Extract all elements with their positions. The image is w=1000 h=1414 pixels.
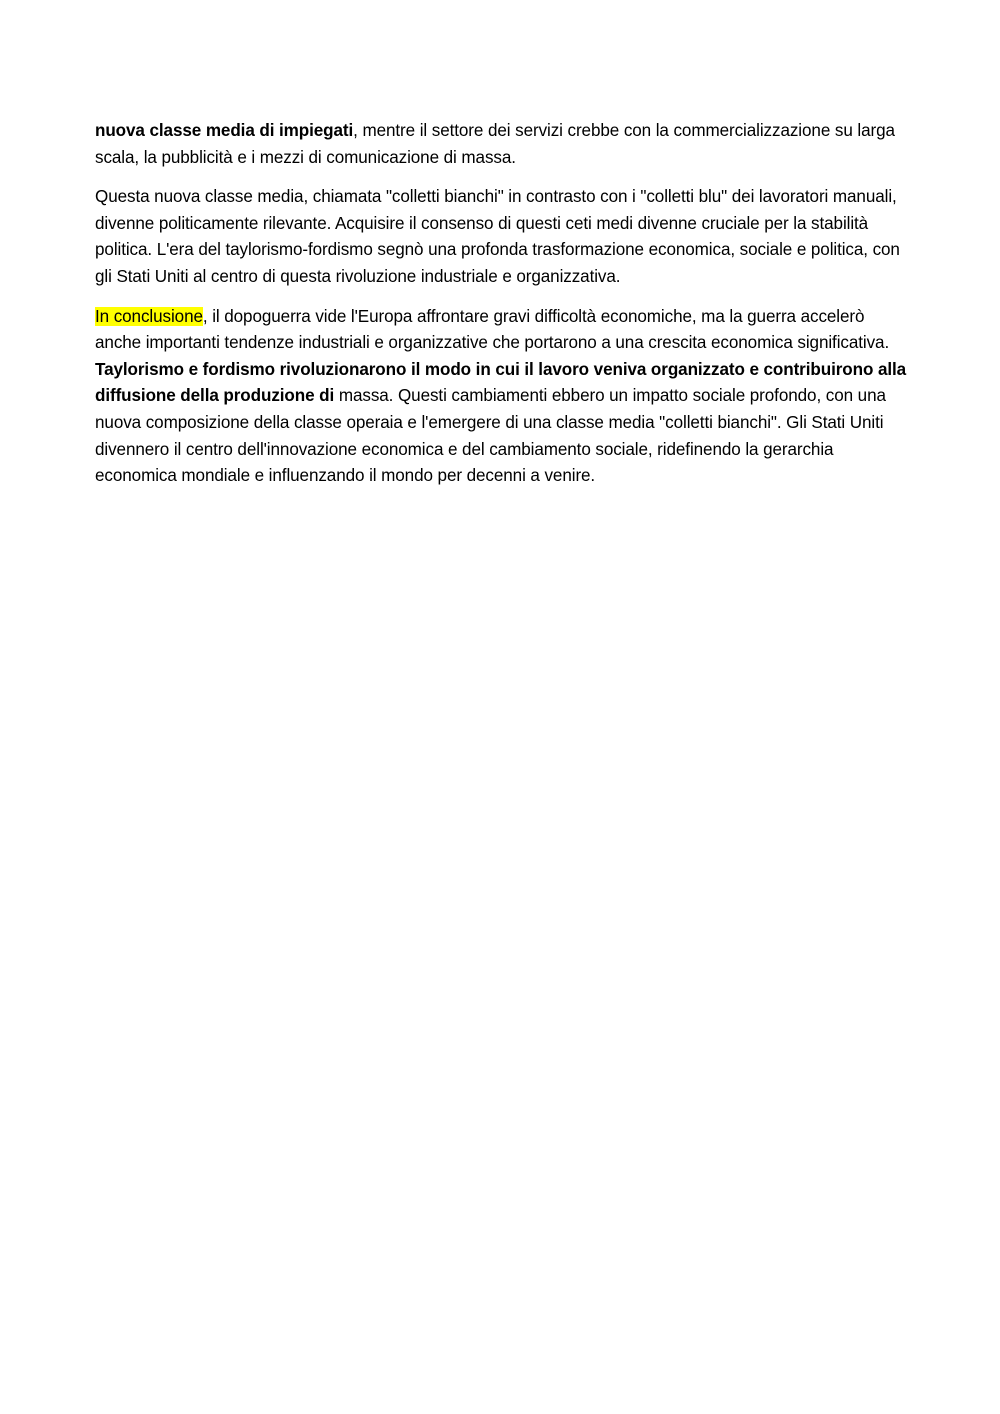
paragraph-3-bold-text: Taylorismo e fordismo rivoluzionarono il modo in cui il lavoro veniva organizzato e contribuirono alla diffusione della produzione di	[95, 359, 907, 406]
paragraph-1-bold-lead: nuova classe media di impiegati	[95, 121, 354, 140]
paragraph-3	[95, 304, 910, 490]
paragraph-1-text: , mentre il settore dei servizi crebbe con la commercializzazione su larga scala, la pubblicità e i mezzi di comunicazione di massa.	[95, 121, 895, 167]
document-body	[95, 118, 910, 503]
highlighted-phrase: In conclusione	[95, 306, 203, 326]
paragraph-3-text-before-bold: , il dopoguerra vide l'Europa affrontare gravi difficoltà economiche, ma la guerra accelerò anche importanti tendenze industriali e organizzative che portarono a una crescita economica significativa.	[95, 306, 890, 353]
paragraph-2	[95, 184, 910, 290]
paragraph-3-text-after-bold: massa. Questi cambiamenti ebbero un impatto sociale profondo, con una nuova composizione della classe operaia e l'emergere di una classe media "colletti bianchi". Gli Stati Uniti divennero il centro dell'innovazione economica e del cambiamento sociale, ridefinendo la gerarchia economica mondiale e influenzando il mondo per decenni a venire.	[95, 386, 886, 486]
paragraph-2-text: Questa nuova classe media, chiamata "colletti bianchi" in contrasto con i "colletti blu" dei lavoratori manuali, divenne politicamente rilevante. Acquisire il consenso di questi ceti medi divenne cruciale per la stabilità politica. L'era del taylorismo-fordismo segnò una profonda trasformazione economica, sociale e politica, con gli Stati Uniti al centro di questa rivoluzione industriale e organizzativa.	[95, 187, 900, 286]
paragraph-1	[95, 118, 910, 171]
